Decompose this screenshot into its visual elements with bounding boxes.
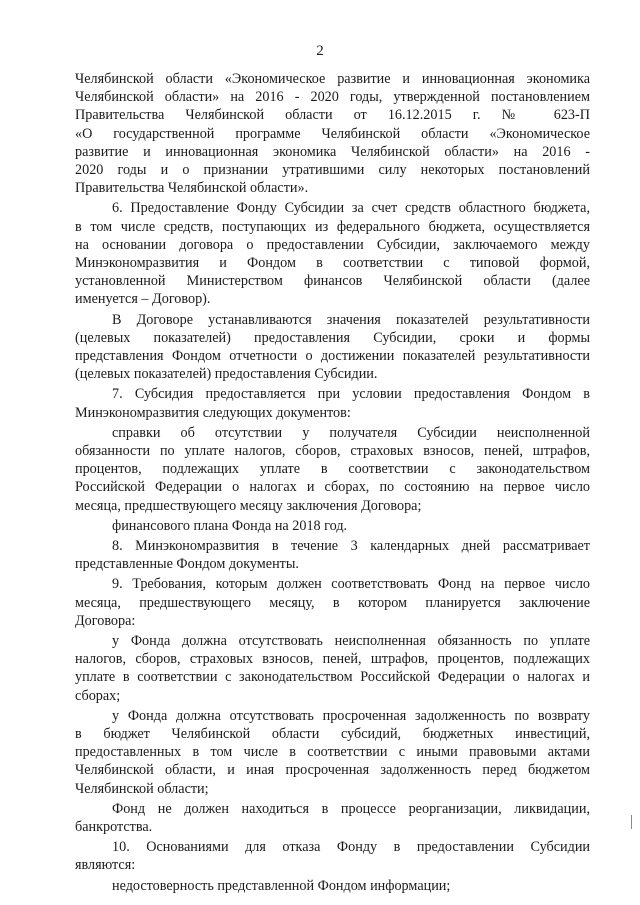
text-line: представления Фондом отчетности о достижении показателей результативности <box>75 348 590 364</box>
text-line: В Договоре устанавливаются значения показателей результативности <box>112 311 590 328</box>
page-number: 2 <box>316 43 324 59</box>
text-line: 10. Основаниями для отказа Фонду в предоставлении Субсидии <box>112 839 590 856</box>
text-line: Фонд не должен находиться в процессе реорганизации, ликвидации, <box>112 800 590 817</box>
text-line: справки об отсутствии у получателя Субсидии неисполненной <box>112 424 590 441</box>
text-line: (целевых показателей) предоставления Субсидии. <box>75 366 378 383</box>
text-line: обязанности по уплате налогов, сборов, страховых взносов, пеней, штрафов, <box>75 443 590 459</box>
text-line: на основании договора о предоставлении Субсидии, заключаемого между <box>75 236 590 253</box>
text-line: процентов, подлежащих уплате в соответствии с законодательством <box>75 461 590 478</box>
text-line: в бюджет Челябинской области субсидий, бюджетных инвестиций, <box>75 726 590 742</box>
text-line: Минэкономразвития и Фондом в соответствии с типовой формой, <box>75 255 590 271</box>
text-line: Договора: <box>75 612 136 629</box>
text-line: развитие и инновационная экономика Челябинской области» на 2016 - <box>75 143 590 160</box>
text-line: «О государственной программе Челябинской области «Экономическое <box>75 125 590 142</box>
text-line: налогов, сборов, страховых взносов, пеней, штрафов, процентов, подлежащих <box>75 651 590 668</box>
scan-edge-mark <box>631 815 632 829</box>
text-line: предоставленных в том числе в соответствии с иными правовыми актами <box>75 744 590 761</box>
text-line: в том числе средств, поступающих из федерального бюджета, осуществляется <box>75 218 590 235</box>
text-line: 9. Требования, которым должен соответствовать Фонд на первое число <box>112 576 590 593</box>
text-line: представленные Фондом документы. <box>75 556 299 573</box>
text-line: Российской Федерации о налогах и сборах, по состоянию на первое число <box>75 479 590 496</box>
text-line: 7. Субсидия предоставляется при условии предоставления Фондом в <box>112 386 590 403</box>
text-line: Челябинской области «Экономическое развитие и инновационная экономика <box>75 71 590 87</box>
text-line: являются: <box>75 857 136 874</box>
text-line: уплате в соответствии с законодательством Российской Федерации о налогах и <box>75 669 590 686</box>
text-line: месяца, предшествующего месяцу, в котором планируется заключение <box>75 594 590 611</box>
text-line: Челябинской области» на 2016 - 2020 годы, утвержденной постановлением <box>75 89 590 106</box>
text-line: у Фонда должна отсутствовать просроченная задолженность по возврату <box>112 707 590 724</box>
text-line: недостоверность представленной Фондом информации; <box>112 877 451 894</box>
text-line: Челябинской области; <box>75 780 209 797</box>
text-line: финансового плана Фонда на 2018 год. <box>112 517 348 534</box>
text-line: 8. Минэкономразвития в течение 3 календарных дней рассматривает <box>112 538 590 554</box>
text-line: Правительства Челябинской области». <box>75 180 309 197</box>
text-line: (целевых показателей) предоставления Субсидии, сроки и формы <box>75 329 590 346</box>
text-line: банкротства. <box>75 819 153 835</box>
text-line: 6. Предоставление Фонду Субсидии за счет средств областного бюджета, <box>112 200 590 217</box>
text-line: сборах; <box>75 687 121 704</box>
text-line: 2020 годы и о признании утратившими силу некоторых постановлений <box>75 162 590 178</box>
text-line: именуется – Договор). <box>75 291 211 308</box>
text-line: Правительства Челябинской области от 16.12.2015 г. № 623-П <box>75 107 590 124</box>
text-line: Челябинской области, и иная просроченная задолженность перед бюджетом <box>75 762 590 779</box>
text-line: месяца, предшествующего месяцу заключения Договора; <box>75 497 422 514</box>
text-line: Минэкономразвития следующих документов: <box>75 404 351 421</box>
text-line: установленной Министерством финансов Челябинской области (далее <box>75 273 590 290</box>
text-line: у Фонда должна отсутствовать неисполненная обязанность по уплате <box>112 633 590 649</box>
